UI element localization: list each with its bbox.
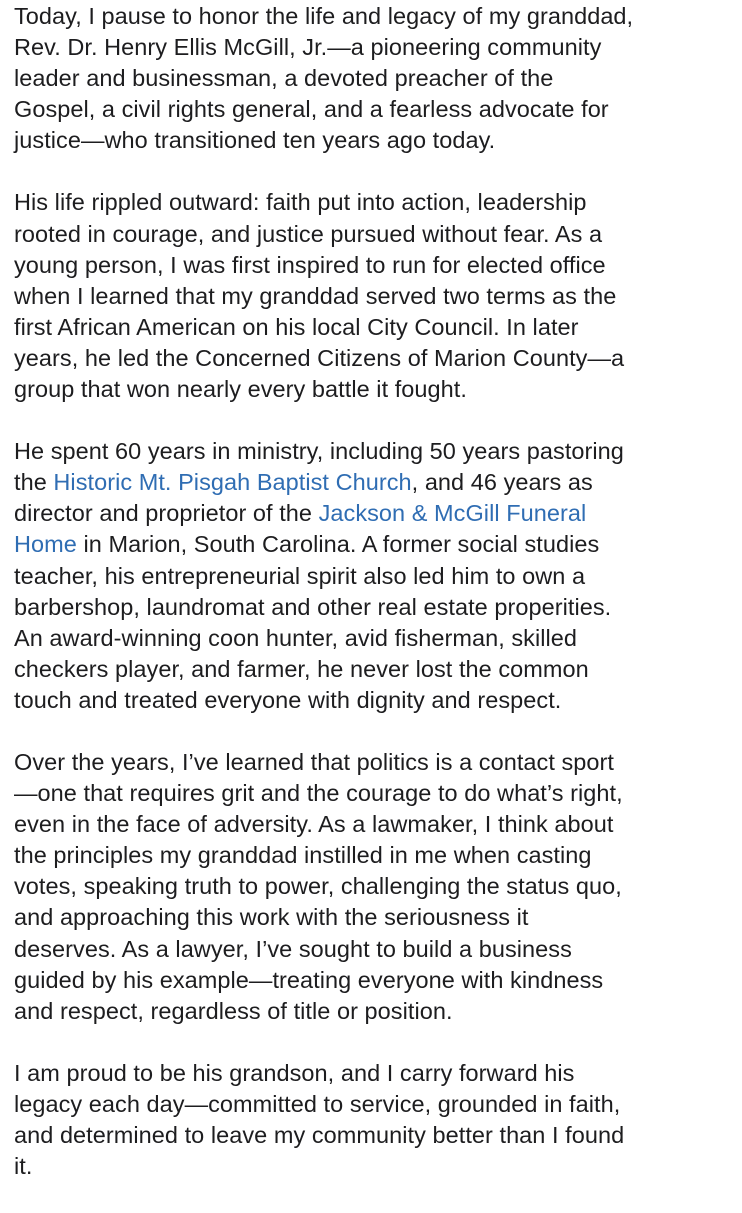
text-segment: deserves. As a lawyer, I’ve sought to build a business <box>14 935 572 962</box>
text-segment: —one that requires grit and the courage to do what’s right, <box>14 780 623 807</box>
text-segment: in Marion, South Carolina. A former social studies <box>76 531 600 558</box>
text-line <box>14 934 734 965</box>
text-line <box>14 747 734 778</box>
text-line <box>14 996 734 1027</box>
text-link[interactable]: Historic Mt. Pisgah Baptist Church <box>53 469 412 496</box>
paragraph-3 <box>14 436 734 716</box>
text-line <box>14 187 734 218</box>
text-line <box>14 871 734 902</box>
text-segment: group that won nearly every battle it fought. <box>14 376 467 403</box>
text-segment: He spent 60 years in ministry, including 50 years pastoring <box>14 438 624 465</box>
text-line <box>14 281 734 312</box>
text-line <box>14 561 734 592</box>
text-segment: leader and businessman, a devoted preacher of the <box>14 65 554 92</box>
text-line <box>14 125 734 156</box>
text-segment: director and proprietor of the <box>14 500 319 527</box>
text-segment: rooted in courage, and justice pursued without fear. As a <box>14 220 603 247</box>
text-segment: His life rippled outward: faith put into action, leadership <box>14 189 587 216</box>
text-line <box>14 809 734 840</box>
paragraph-2 <box>14 187 734 405</box>
text-segment: the <box>14 469 54 496</box>
text-line <box>14 1120 734 1151</box>
text-line <box>14 1089 734 1120</box>
text-segment: teacher, his entrepreneurial spirit also led him to own a <box>14 562 586 589</box>
paragraph-4 <box>14 747 734 1027</box>
text-segment: legacy each day—committed to service, grounded in faith, <box>14 1090 621 1117</box>
text-line <box>14 1 734 32</box>
text-line <box>14 623 734 654</box>
text-line <box>14 529 734 560</box>
text-segment: An award-winning coon hunter, avid fisherman, skilled <box>14 624 578 651</box>
text-segment: justice—who transitioned ten years ago today. <box>14 127 496 154</box>
text-segment: checkers player, and farmer, he never lost the common <box>14 655 589 682</box>
text-line <box>14 592 734 623</box>
text-segment: touch and treated everyone with dignity and respect. <box>14 686 562 713</box>
text-line <box>14 343 734 374</box>
text-segment: and respect, regardless of title or position. <box>14 997 453 1024</box>
text-line <box>14 778 734 809</box>
post-body <box>14 1 734 1213</box>
text-segment: the principles my granddad instilled in me when casting <box>14 842 592 869</box>
text-segment: years, he led the Concerned Citizens of Marion County—a <box>14 344 625 371</box>
text-segment: Today, I pause to honor the life and legacy of my granddad, <box>14 3 634 29</box>
text-line <box>14 250 734 281</box>
text-segment: when I learned that my granddad served two terms as the <box>14 282 617 309</box>
text-line <box>14 965 734 996</box>
text-line <box>14 654 734 685</box>
text-segment: Over the years, I’ve learned that politics is a contact sport <box>14 748 614 775</box>
text-line <box>14 902 734 933</box>
text-segment: , and 46 years as <box>411 469 593 496</box>
text-segment: it. <box>14 1153 33 1180</box>
text-line <box>14 685 734 716</box>
text-line <box>14 467 734 498</box>
text-line <box>14 32 734 63</box>
text-segment: first African American on his local City Council. In later <box>14 313 579 340</box>
text-segment: votes, speaking truth to power, challenging the status quo, <box>14 873 622 900</box>
text-segment: Rev. Dr. Henry Ellis McGill, Jr.—a pioneering community <box>14 34 602 61</box>
text-line <box>14 374 734 405</box>
text-segment: barbershop, laundromat and other real estate properities. <box>14 593 612 620</box>
text-line <box>14 94 734 125</box>
paragraph-5 <box>14 1058 734 1182</box>
text-segment: guided by his example—treating everyone with kindness <box>14 966 604 993</box>
text-line <box>14 1151 734 1182</box>
text-segment: Gospel, a civil rights general, and a fearless advocate for <box>14 96 609 123</box>
text-link[interactable]: Jackson & McGill Funeral <box>318 500 587 527</box>
text-link[interactable]: Home <box>14 531 77 558</box>
text-line <box>14 436 734 467</box>
text-segment: and determined to leave my community better than I found <box>14 1122 625 1148</box>
text-line <box>14 840 734 871</box>
text-line <box>14 498 734 529</box>
text-line <box>14 219 734 250</box>
text-line <box>14 63 734 94</box>
paragraph-1 <box>14 1 734 156</box>
text-segment: and approaching this work with the seriousness it <box>14 904 529 931</box>
text-line <box>14 312 734 343</box>
text-segment: I am proud to be his grandson, and I carry forward his <box>14 1059 575 1086</box>
text-segment: even in the face of adversity. As a lawmaker, I think about <box>14 811 614 838</box>
text-line <box>14 1058 734 1089</box>
text-segment: young person, I was first inspired to run for elected office <box>14 251 606 278</box>
